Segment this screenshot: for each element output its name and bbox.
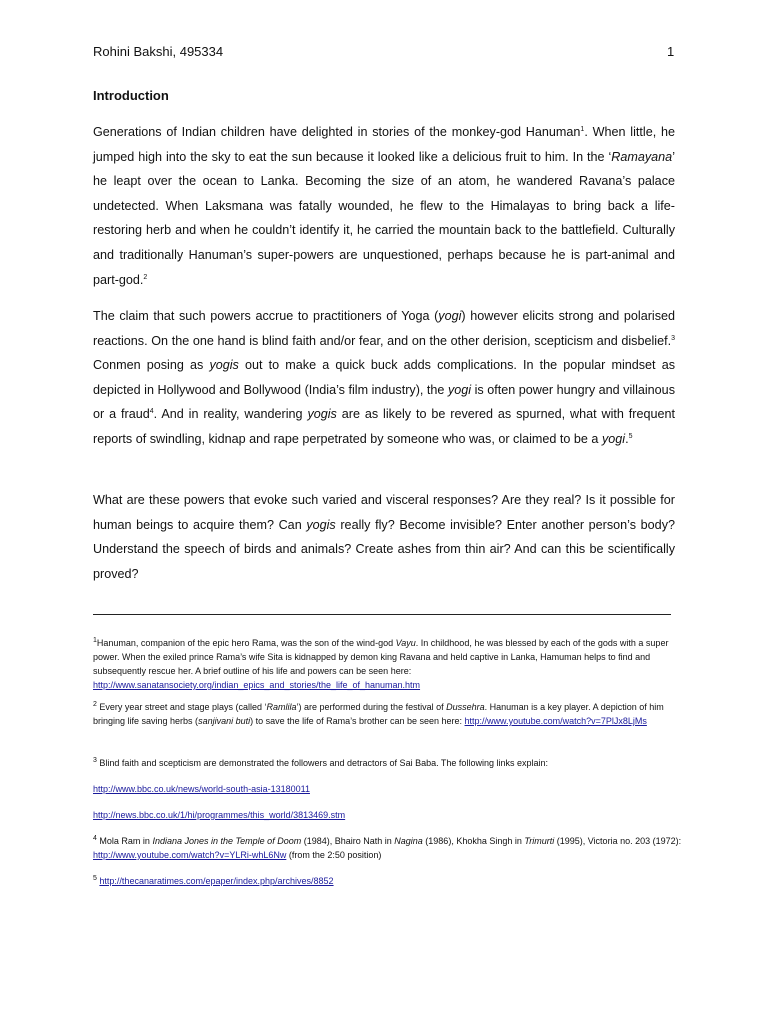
paragraph-2 xyxy=(93,304,675,452)
footnote-number: 2 xyxy=(93,701,97,708)
text-run: Blind faith and scepticism are demonstrated the followers and detractors of Sai Baba. The following links explain: xyxy=(96,758,548,768)
footnote-number: 3 xyxy=(93,757,97,764)
text-run: The claim that such powers accrue to practitioners of Yoga ( xyxy=(93,309,439,323)
text-run: Mola Ram in xyxy=(96,836,153,846)
footnote-ref-3: 3 xyxy=(671,334,675,342)
paragraph-3 xyxy=(93,488,675,586)
text-run: ’ he leapt over the ocean to Lanka. Becoming the size of an atom, he wandered Ravana’s palace undetected. When Laksmana was fatally wounded, he flew to the Himalayas to bring back a life-restoring herb and when he couldn’t identify it, he carried the mountain back to the battlefield. Culturally and traditionally Hanuman’s super-powers are unquestioned, perhaps because he is part-animal and part-god. xyxy=(93,149,675,287)
italic-text: Indiana Jones in the Temple of Doom xyxy=(152,836,302,846)
text-run: Conmen posing as xyxy=(93,358,210,373)
text-run: . xyxy=(625,431,629,446)
text-run: (1995), Victoria no. 203 (1972): xyxy=(554,836,682,846)
footnote-5 xyxy=(93,874,683,888)
italic-text: Dussehra xyxy=(446,702,485,712)
footnote-4 xyxy=(93,834,683,862)
italic-text: Ramayana xyxy=(611,149,673,164)
header-author: Rohini Bakshi, 495334 xyxy=(93,44,224,59)
text-run: (1986), Khokha Singh in xyxy=(422,836,525,846)
italic-text: yogis xyxy=(306,517,336,532)
footnote-number: 4 xyxy=(93,835,97,842)
footnote-link[interactable]: http://news.bbc.co.uk/1/hi/programmes/this_world/3813469.stm xyxy=(93,810,346,820)
footnote-ref-2: 2 xyxy=(143,273,148,281)
footnote-2 xyxy=(93,700,683,728)
italic-text: Trimurti xyxy=(524,836,555,846)
footnote-number: 5 xyxy=(93,875,97,882)
text-run: What are these powers that evoke such varied and visceral responses? Are they real? Is it possible for human beings to acquire them? Can xyxy=(93,493,675,532)
footnote-ref-5: 5 xyxy=(628,432,633,440)
text-run: are as likely to be revered as spurned, what with frequent reports of swindling, kidnap and rape perpetrated by someone who was, or claimed to be a xyxy=(93,407,676,446)
footnote-link[interactable]: http://www.youtube.com/watch?v=7PlJx8LjMs xyxy=(464,716,647,726)
footnote-link[interactable]: http://www.youtube.com/watch?v=YLRi-whL6Nw xyxy=(93,850,287,860)
italic-text: yogi xyxy=(601,431,626,446)
text-run: (from the 2:50 position) xyxy=(286,850,382,860)
text-run: is often power hungry and villainous or a fraud xyxy=(93,382,675,422)
page-number: 1 xyxy=(667,44,675,59)
text-run: Hanuman, companion of the epic hero Rama, was the son of the wind-god xyxy=(96,638,396,648)
italic-text: Ramlila xyxy=(266,702,297,712)
text-run: . Hanuman is a key player. A depiction of him bringing life saving herbs ( xyxy=(93,702,664,726)
italic-text: Vayu xyxy=(395,638,416,648)
footnote-link[interactable]: http://www.bbc.co.uk/news/world-south-asia-13180011 xyxy=(93,784,310,794)
text-run: Every year street and stage plays (called ‘ xyxy=(96,702,267,712)
italic-text: yogi xyxy=(447,382,472,397)
italic-text: sanjivani buti xyxy=(198,716,251,726)
text-run: . And in reality, wandering xyxy=(153,407,308,422)
text-run: ) however elicits strong and polarised reactions. On the one hand is blind faith and/or fear, and on the other derision, scepticism and disbelief. xyxy=(93,309,676,348)
text-run: really fly? Become invisible? Enter another person’s body? Understand the speech of birds and animals? Create ashes from thin air? And can this be scientifically proved? xyxy=(93,517,675,581)
italic-text: yogis xyxy=(209,358,239,373)
footnote-link[interactable]: http://thecanaratimes.com/epaper/index.php/archives/8852 xyxy=(99,876,334,886)
text-run: out to make a quick buck adds complications. In the popular mindset as depicted in Hollywood and Bollywood (India’s film industry), the xyxy=(93,358,675,397)
italic-text: yogis xyxy=(307,407,337,422)
italic-text: Nagina xyxy=(394,836,423,846)
footnote-3-link-2 xyxy=(93,808,683,822)
footnote-separator xyxy=(93,614,671,615)
footnote-1 xyxy=(93,636,683,692)
section-heading: Introduction xyxy=(93,88,169,103)
text-run: ) to save the life of Rama’s brother can be seen here: xyxy=(250,716,465,726)
text-run: (1984), Bhairo Nath in xyxy=(301,836,395,846)
footnote-ref-1: 1 xyxy=(580,125,585,133)
footnote-ref-4: 4 xyxy=(149,408,154,416)
footnote-link[interactable]: http://www.sanatansociety.org/indian_epics_and_stories/the_life_of_hanuman.htm xyxy=(93,680,421,690)
footnote-3-link-1 xyxy=(93,782,683,796)
footnote-number: 1 xyxy=(93,637,97,644)
text-run: . In childhood, he was blessed by each of the gods with a super power. When the exiled prince Rama’s wife Sita is kidnapped by demon king Ravana and held captive in Lanka, Hamuman helps to find and subsequently rescue her. A brief outline of his life and powers can be seen here: xyxy=(93,638,669,676)
footnote-3 xyxy=(93,756,683,770)
text-run: Generations of Indian children have delighted in stories of the monkey-god Hanuman xyxy=(93,125,581,139)
paragraph-1 xyxy=(93,120,675,292)
text-run: . When little, he jumped high into the sky to eat the sun because it looked like a delicious fruit to him. In the ‘ xyxy=(93,125,675,164)
text-run: ’) are performed during the festival of xyxy=(296,702,447,712)
italic-text: yogi xyxy=(438,309,462,323)
